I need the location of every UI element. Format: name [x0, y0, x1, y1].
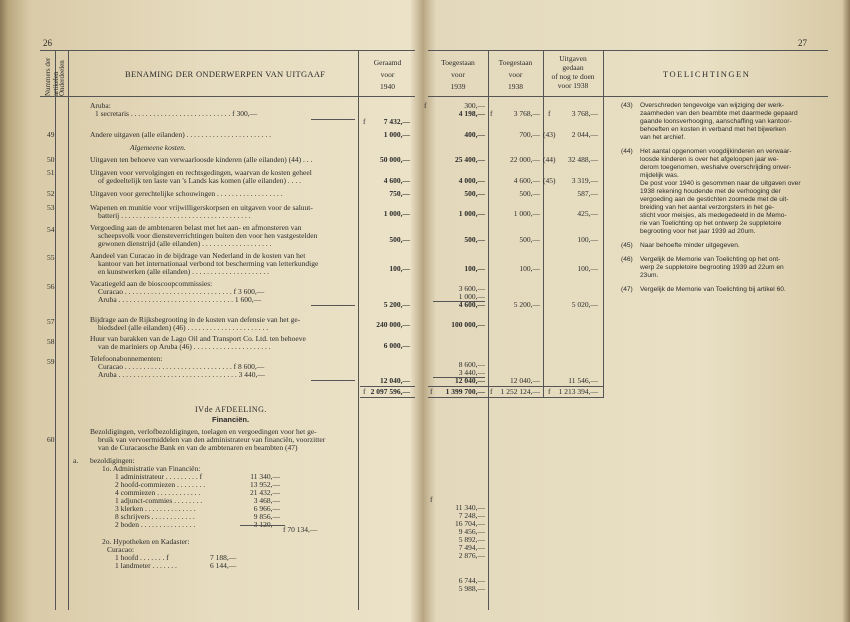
amount-1939: 12 040,—	[455, 376, 485, 385]
row-num: 60	[47, 435, 55, 444]
f-sign: f	[430, 387, 433, 396]
row-text: Andere uitgaven (alle eilanden) . . . . . . . . . . . . . . . . . . . . . . .	[90, 130, 271, 139]
fin-amount: 11 340,—	[455, 503, 485, 512]
amount-1939: 4 600,—	[458, 300, 485, 309]
row-num: 56	[47, 282, 55, 291]
header-toegestaan-1938	[488, 58, 543, 91]
row-text: Uitgaven ten behoeve van verwaarloosde kinderen (alle eilanden) (44) . . .	[90, 155, 313, 164]
row-text: Vacatiegeld aan de bioscoopcommissies:	[90, 279, 213, 288]
row-text: 1 secretaris . . . . . . . . . . . . . . . . . . . . . . . . . . . f 300,—	[95, 109, 258, 118]
header-numbers: Nummers der artikelen	[44, 57, 60, 96]
f-sign: f	[430, 495, 433, 504]
row-num: 52	[47, 189, 55, 198]
note-ref: (43)	[543, 130, 556, 139]
admin-item-label: 8 schrijvers . . . . . . . . . . . .	[115, 512, 195, 521]
row-text: en kunstwerken (alle eilanden) . . . . . . . . . . . . . . . . . . . . .	[98, 267, 270, 276]
header-uitgaven	[543, 54, 603, 90]
admin-item-label: 4 commiezen . . . . . . . . . . . .	[115, 488, 201, 497]
hyp-amount: 6 744,—	[458, 576, 485, 585]
note-line: behoeften en kosten in verband met het bijwerken	[640, 126, 786, 133]
row-text: Curacao . . . . . . . . . . . . . . . . . . . . . . . . . . . . . f 3 600,—	[98, 287, 265, 296]
admin-item-value: 6 966,—	[253, 504, 280, 513]
header-line: Toegestaan	[441, 58, 475, 67]
amount-1938: 700,—	[519, 130, 540, 139]
note-line: sticht voor meisjes, als medegedeeld in de Memo-	[640, 212, 787, 219]
header-estimate-line: Geraamd	[373, 58, 402, 67]
row-text: Uitgaven voor gerechtelijke schouwingen . . . . . . . . . . . . . . . . . .	[90, 189, 283, 198]
bezoldigingen-title: bezoldigingen:	[90, 456, 135, 465]
fin-amount: 16 704,—	[455, 519, 485, 528]
row-text: Vergoeding aan de ambtenaren belast met het aan- en afmonsteren van	[90, 223, 302, 232]
f-sign: f	[490, 109, 493, 118]
sub-a: a.	[73, 456, 79, 465]
amount-uitgaven: 100,—	[577, 264, 598, 273]
header-onderdeelen: Onderdeelen	[58, 60, 66, 96]
note-line: Naar behoefte minder uitgegeven.	[640, 242, 740, 249]
amount-1939: 25 400,—	[455, 155, 485, 164]
amount-1939: 100 000,—	[451, 320, 485, 329]
total-uitgaven: 1 213 394,—	[558, 387, 598, 396]
left-page	[35, 30, 415, 615]
row-text: kantoor van het internationaal verbond tot bescherming van letterkundige	[98, 259, 319, 268]
amount-1939: 4 198,—	[458, 109, 485, 118]
col-rule	[543, 50, 544, 398]
header-subject: BENAMING DER ONDERWERPEN VAN UITGAAF	[125, 69, 326, 79]
row-text: gewonen dienstrijd (alle eilanden) . . . . . . . . . . . . . . . . . . .	[98, 239, 272, 248]
row-amount: 50 000,—	[380, 155, 410, 164]
amount-uitgaven: 2 044,—	[571, 130, 598, 139]
header-line: Uitgaven	[559, 54, 587, 63]
note-line: Vergelijk de Memorie van Toelichting bij artikel 60.	[640, 286, 786, 293]
admin-item-value: 3 468,—	[253, 496, 280, 505]
art60-line: bruik van vervoermiddelen van den administrateur van financiën, voorzitter	[98, 435, 326, 444]
hyp-value: 6 144,—	[210, 561, 237, 570]
row-text: Telefoonabonnementen:	[90, 354, 163, 363]
hyp-value: 7 188,—	[210, 553, 237, 562]
row-amount: 7 432,—	[383, 117, 410, 126]
f-sign: f	[363, 387, 366, 396]
note-line: derom toegenomen, weshalve overschrijding onver-	[640, 164, 792, 171]
sub-amount: 3 440,—	[458, 368, 485, 377]
sub-amount: 8 600,—	[458, 360, 485, 369]
row-amount: 240 000,—	[376, 320, 410, 329]
fin-amount: 7 494,—	[458, 543, 485, 552]
admin-total: f 70 134,—	[283, 525, 318, 534]
amount-1938: 22 000,—	[510, 155, 540, 164]
amount-uitgaven: 3 768,—	[571, 109, 598, 118]
row-amount: 500,—	[389, 235, 410, 244]
row-amount: 6 000,—	[383, 341, 410, 350]
total-rule	[428, 397, 603, 398]
note-number: (44)	[621, 148, 633, 155]
row-amount: 1 000,—	[383, 130, 410, 139]
admin-item-value: 13 952,—	[250, 480, 280, 489]
header-toegestaan-1939	[428, 58, 488, 91]
amount-uitgaven: 32 488,—	[568, 155, 598, 164]
division-title: IVde AFDEELING.	[195, 405, 267, 414]
row-text: van de mariniers op Aruba (46) . . . . . . . . . . . . . . . . . . . . .	[98, 342, 271, 351]
amount-uitgaven: 100,—	[577, 235, 598, 244]
note-number: (47)	[621, 286, 633, 293]
header-line: 1938	[508, 82, 523, 91]
header-estimate-line: 1940	[380, 82, 395, 91]
note-line: loosde kinderen is over het afgeloopen jaar we-	[640, 156, 779, 163]
note-line: van het archief.	[640, 134, 686, 141]
row-amount: 4 600,—	[383, 176, 410, 185]
amount-1938: 4 600,—	[513, 176, 540, 185]
page-number-left: 26	[43, 38, 52, 48]
sub-amount: 300,—	[464, 101, 485, 110]
fin-amount: 7 248,—	[458, 511, 485, 520]
amount-1938: 3 768,—	[513, 109, 540, 118]
amount-uitgaven: 11 546,—	[568, 376, 598, 385]
amount-1939: 100,—	[464, 264, 485, 273]
left-total: 2 097 596,—	[370, 387, 410, 396]
header-line: of nog te doen	[551, 72, 595, 81]
header-line: voor 1938	[557, 81, 589, 90]
division-subtitle: Financiën.	[212, 415, 250, 424]
admin-item-label: 1 administrateur . . . . . . . . . f	[115, 472, 203, 481]
sum-rule	[240, 525, 285, 526]
note-line: gaande loonsverhooging, aanschaffing van kantoor-	[640, 118, 792, 125]
sub-amount: 3 600,—	[458, 284, 485, 293]
header-line: voor	[508, 70, 523, 79]
header-line: voor	[451, 70, 465, 79]
sum-rule	[311, 119, 355, 120]
note-line: breiding van het aantal verzorgsters in het ge-	[640, 204, 775, 211]
hyp-amount: 5 988,—	[458, 584, 485, 593]
row-text: batterij . . . . . . . . . . . . . . . . . . . . . . . . . . . . . . . . . . .	[98, 211, 251, 220]
sum-rule	[311, 380, 355, 381]
page-number-right: 27	[798, 38, 807, 48]
note-line: Overschreden tengevolge van wijziging der werk-	[640, 102, 785, 109]
amount-uitgaven: 3 319,—	[571, 176, 598, 185]
f-sign: f	[490, 387, 493, 396]
total-1939: 1 399 700,—	[445, 387, 485, 396]
note-line: vergoeding aan de gestichten zoomede met de uit-	[640, 196, 789, 203]
note-number: (43)	[621, 102, 633, 109]
note-number: (46)	[621, 256, 633, 263]
admin-item-label: 2 hoofd-commiezen . . . . . . . .	[115, 480, 206, 489]
row-num: 57	[47, 317, 55, 326]
amount-1938: 12 040,—	[510, 376, 540, 385]
hyp-curacao: Curacao:	[107, 545, 135, 554]
header-estimate-line: voor	[380, 70, 395, 79]
row-amount: 5 200,—	[383, 300, 410, 309]
header-line: 1939	[450, 82, 466, 91]
note-line: 23um.	[640, 272, 659, 279]
amount-1938: 500,—	[519, 235, 540, 244]
hyp-title: 2o. Hypotheken en Kadaster:	[102, 537, 190, 546]
admin-item-label: 2 boden . . . . . . . . . . . . . . .	[115, 520, 196, 529]
amount-1939: 500,—	[464, 189, 485, 198]
row-text: Uitgaven voor vervolgingen en rechtsgedingen, waarvan de kosten geheel	[90, 168, 312, 177]
amount-1938: 100,—	[519, 264, 540, 273]
amount-1938: 5 200,—	[513, 300, 540, 309]
hyp-label: 1 hoofd . . . . . . . f	[115, 553, 169, 562]
f-sign: f	[548, 109, 551, 118]
note-line: De post voor 1940 is gesommen naar de uitgaven over	[640, 180, 801, 187]
row-text: Aandeel van Curacao in de bijdrage van Nederland in de kosten van het	[90, 251, 306, 260]
note-line: begrooting voor het jaar 1939 ad 20um.	[640, 228, 756, 235]
row-amount: 750,—	[389, 189, 410, 198]
note-ref: (45)	[543, 176, 556, 185]
row-text: of gedeeltelijk ten laste van 's Lands kas komen (alle eilanden) . . . .	[98, 176, 301, 185]
sub-amount: 1 000,—	[458, 292, 485, 301]
col-rule	[603, 50, 604, 398]
amount-1938: 500,—	[519, 189, 540, 198]
art60-line: Bezoldigingen, verlofbezoldigingen, toelagen en vergoedingen voor het ge-	[90, 427, 317, 436]
amount-1939: 4 000,—	[458, 176, 485, 185]
row-text: Aruba . . . . . . . . . . . . . . . . . . . . . . . . . . . . . . . . 3 440,—	[98, 370, 265, 379]
amount-1939: 1 000,—	[458, 209, 485, 218]
amount-1939: 400,—	[464, 130, 485, 139]
note-line: Het aantal opgenomen voogdijkinderen en verwaar-	[640, 148, 792, 155]
row-num: 50	[47, 155, 55, 164]
admin-item-label: 1 adjunct-commies . . . . . . . .	[115, 496, 203, 505]
sum-rule	[311, 305, 355, 306]
row-text: Aruba . . . . . . . . . . . . . . . . . . . . . . . . . . . . . . . 1 600,—	[98, 295, 262, 304]
right-page	[424, 30, 833, 615]
row-num: 54	[47, 225, 55, 234]
admin-item-value: 9 856,—	[253, 512, 280, 521]
amount-uitgaven: 425,—	[577, 209, 598, 218]
row-amount: 100,—	[389, 264, 410, 273]
col-rule	[68, 50, 69, 610]
amount-uitgaven: 587,—	[577, 189, 598, 198]
row-text: scheepsvolk voor diensteverrichtingen buiten den voor hen vastgestelden	[98, 231, 318, 240]
admin-item-value: 11 340,—	[250, 472, 280, 481]
admin-item-value: 21 432,—	[250, 488, 280, 497]
f-sign: f	[424, 101, 427, 110]
note-line: Vergelijk de Memorie van Toelichting op het ont-	[640, 256, 781, 263]
admin-item-label: 3 klerken . . . . . . . . . . . . . .	[115, 504, 196, 513]
row-text: Bijdrage aan de Rijksbegrooting in de kosten van defensie van het ge-	[90, 315, 301, 324]
fin-amount: 9 456,—	[458, 527, 485, 536]
note-line: rie van Toelichting op het ontwerp 2e suppletoire	[640, 220, 782, 227]
header-toelichtingen: TOELICHTINGEN	[663, 69, 751, 79]
row-amount: 12 040,—	[380, 376, 410, 385]
total-1938: 1 252 124,—	[500, 387, 540, 396]
row-num: 58	[47, 337, 55, 346]
header-line: Toegestaan	[498, 58, 533, 67]
f-sign: f	[363, 117, 366, 126]
row-text: Curacao . . . . . . . . . . . . . . . . . . . . . . . . . . . . . f 8 600,—	[98, 362, 265, 371]
row-text: biedsdeel (alle eilanden) (46) . . . . . . . . . . . . . . . . . . . . . .	[98, 323, 269, 332]
note-line: werp 2e suppletoire begrooting 1939 ad 22um en	[640, 264, 784, 271]
row-text: Aruba:	[90, 101, 111, 110]
row-num: 53	[47, 203, 55, 212]
admin-item-value: 3 120,—	[253, 520, 280, 529]
note-line: mijdelijk was.	[640, 172, 679, 179]
note-ref: (44)	[543, 155, 556, 164]
note-number: (45)	[621, 242, 633, 249]
header-line: gedaan	[562, 63, 584, 72]
amount-uitgaven: 5 020,—	[571, 300, 598, 309]
row-amount: 1 000,—	[383, 209, 410, 218]
row-num: 49	[47, 130, 55, 139]
row-num: 55	[47, 253, 55, 262]
total-rule	[360, 397, 415, 398]
col-rule	[55, 50, 56, 610]
note-line: zaamheden van den beambte met daarmede gepaard	[640, 110, 798, 117]
fin-amount: 2 876,—	[458, 551, 485, 560]
header-estimate	[360, 58, 415, 91]
row-num: 59	[47, 357, 55, 366]
col-rule	[358, 50, 359, 610]
admin-title: 1o. Administratie van Financiën:	[102, 464, 201, 473]
hyp-label: 1 landmeter . . . . . . .	[115, 561, 177, 570]
fin-amount: 5 892,—	[458, 535, 485, 544]
row-text: Huur van barakken van de Lago Oil and Transport Co. Ltd. ten behoeve	[90, 334, 306, 343]
art60-line: van de Curacaosche Bank en van de ambtenaren en beambten (47)	[98, 443, 298, 452]
note-line: 1938 rekening houdende met de verhooging der	[640, 188, 781, 195]
row-subheading: Algemeene kosten.	[130, 143, 186, 152]
row-num: 51	[47, 168, 55, 177]
amount-1938: 1 000,—	[513, 209, 540, 218]
f-sign: f	[548, 387, 551, 396]
amount-1939: 500,—	[464, 235, 485, 244]
row-text: Wapenen en munitie voor vrijwilligerskorpsen en uitgaven voor de saluut-	[90, 203, 313, 212]
